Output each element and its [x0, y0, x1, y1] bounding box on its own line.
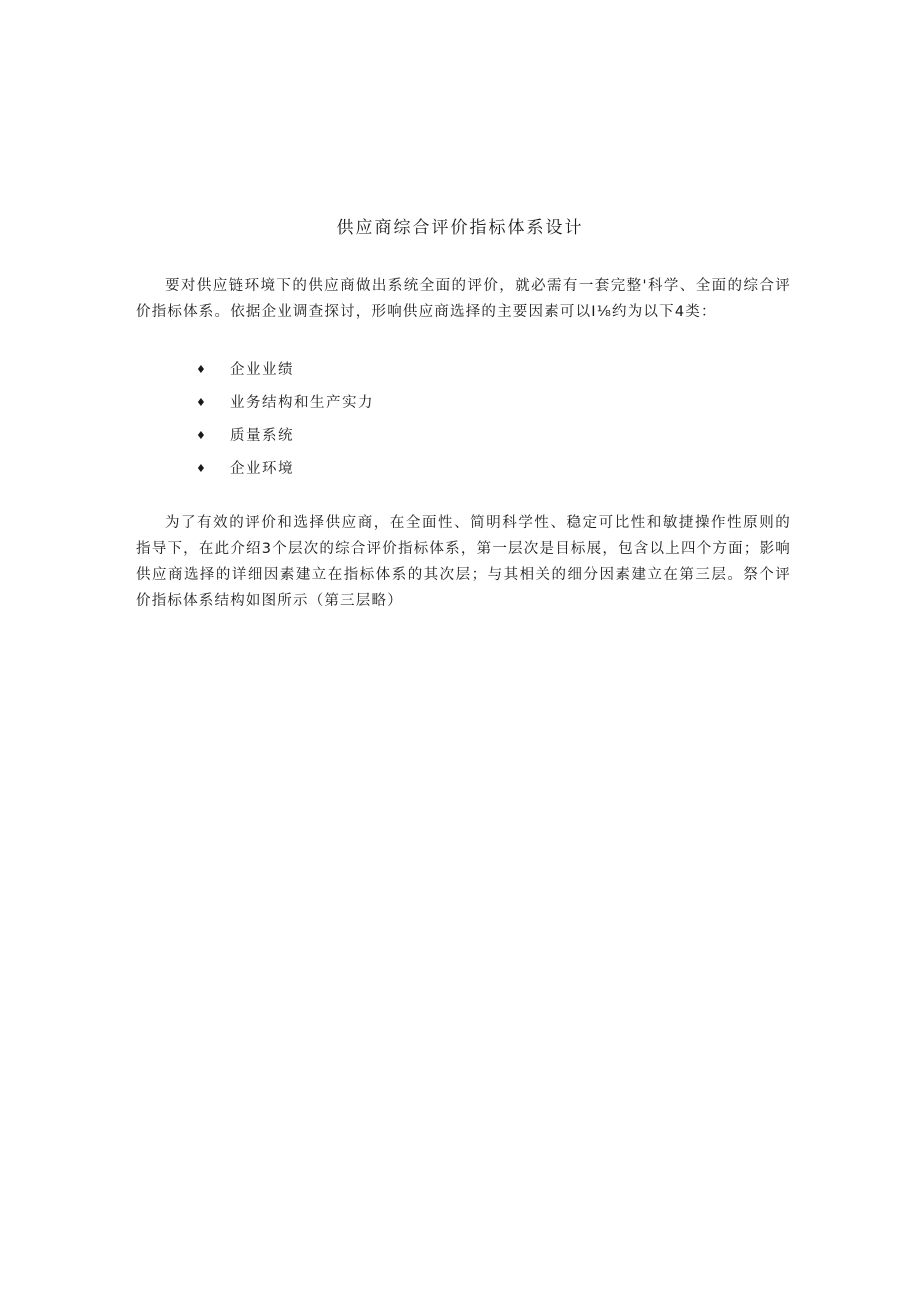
factor-list — [196, 358, 374, 490]
list-item — [196, 358, 374, 391]
diamond-bullet-icon: ♦ — [196, 396, 208, 409]
list-item — [196, 424, 374, 457]
methodology-paragraph: 为了有效的评价和选择供应商，在全面性、简明科学性、稳定可比性和敏捷操作性原则的指导下，在此介绍3个层次的综合评价指标体系，第一层次是目标展，包含以上四个方面；影响供应商选择的详细因素建立在指标体系的其次层；与其相关的细分因素建立在第三层。祭个评价指标体系结构如图所示（第三层略） — [136, 515, 791, 609]
factor-label: 企业业绩 — [230, 362, 294, 378]
intro-paragraph: 要对供应链环境下的供应商做出系统全面的评价，就必需有一套完整'科学、全面的综合评价指标体系。依据企业调查探讨，形响供应商选择的主要因素可以I⅛约为以下4类： — [136, 278, 791, 320]
list-item — [196, 457, 374, 490]
factor-label: 企业环境 — [230, 461, 294, 477]
factor-label: 质量系统 — [230, 428, 294, 444]
factor-label: 业务结构和生产实力 — [230, 395, 374, 411]
diamond-bullet-icon: ♦ — [196, 462, 208, 475]
diamond-bullet-icon: ♦ — [196, 363, 208, 376]
diamond-bullet-icon: ♦ — [196, 429, 208, 442]
list-item — [196, 391, 374, 424]
document-title: 供应商综合评价指标体系设计 — [336, 218, 584, 238]
